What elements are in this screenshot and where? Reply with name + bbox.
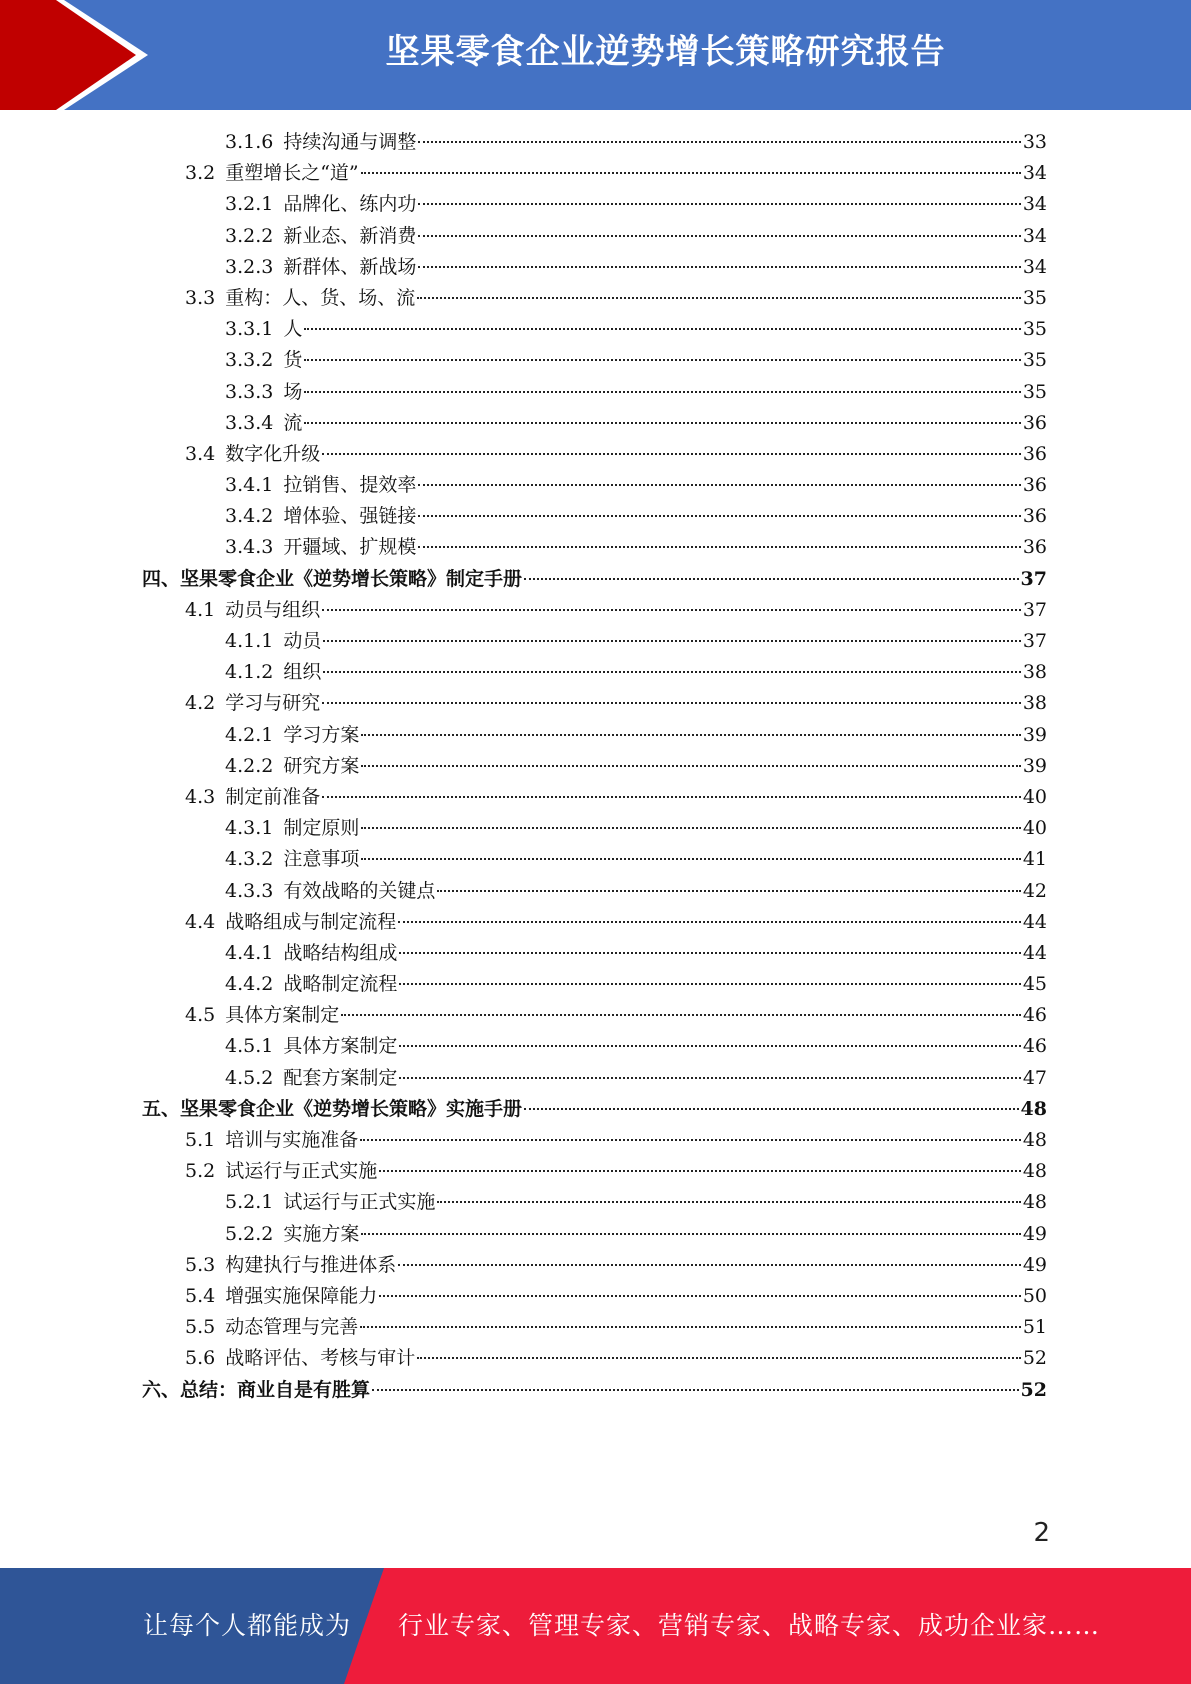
toc-entry-number: 六、	[142, 1378, 181, 1401]
toc-entry[interactable]	[0, 408, 1191, 439]
toc-entry-number: 4.2.1	[225, 723, 274, 746]
toc-entry[interactable]	[0, 751, 1191, 782]
toc-entry-page: 48	[1020, 1097, 1047, 1120]
toc-entry-title: 动员与组织	[225, 598, 321, 621]
toc-entry-title: 制定原则	[283, 817, 360, 840]
footer-slogan-right: 行业专家、管理专家、营销专家、战略专家、成功企业家……	[398, 1611, 1101, 1640]
toc-entry-number: 3.3.2	[225, 349, 274, 372]
toc-entry-number: 4.1.1	[225, 630, 274, 652]
toc-entry-number: 五、	[142, 1097, 181, 1120]
toc-entry-number: 4.4.1	[225, 941, 274, 964]
toc-entry-title: 重塑增长之“道”	[225, 162, 359, 185]
toc-dot-leader	[379, 1295, 1021, 1297]
toc-entry-line	[185, 1250, 1047, 1281]
toc-entry[interactable]	[0, 626, 1191, 657]
toc-entry-line	[225, 844, 1047, 875]
toc-entry-page: 39	[1022, 723, 1047, 746]
toc-dot-leader	[323, 671, 1020, 673]
toc-entry[interactable]	[0, 1250, 1191, 1281]
toc-entry-number: 5.6	[185, 1347, 216, 1370]
toc-entry-number: 3.3	[185, 286, 216, 309]
toc-entry[interactable]	[0, 1187, 1191, 1218]
toc-entry-title: 配套方案制定	[283, 1066, 398, 1089]
toc-entry-line	[225, 189, 1047, 220]
toc-entry-title: 拉销售、提效率	[283, 474, 417, 497]
toc-entry-line	[225, 345, 1047, 376]
toc-entry-page: 47	[1022, 1066, 1047, 1089]
toc-entry-page: 41	[1022, 848, 1047, 871]
toc-dot-leader	[361, 858, 1020, 860]
toc-entry-page: 49	[1022, 1253, 1047, 1276]
toc-dot-leader	[399, 952, 1020, 954]
toc-dot-leader	[418, 546, 1020, 548]
toc-entry[interactable]	[0, 1156, 1191, 1187]
toc-entry-line	[142, 1375, 1047, 1406]
toc-entry-line	[185, 158, 1047, 189]
toc-entry-number: 4.3.2	[225, 848, 274, 871]
toc-entry[interactable]	[0, 1000, 1191, 1031]
toc-entry[interactable]	[0, 782, 1191, 813]
toc-entry-number: 3.2.3	[225, 255, 274, 278]
toc-entry-number: 4.2.2	[225, 754, 274, 777]
toc-dot-leader	[437, 1201, 1020, 1203]
toc-entry-number: 4.3.1	[225, 817, 274, 840]
toc-dot-leader	[361, 1233, 1020, 1235]
toc-entry[interactable]	[0, 969, 1191, 1000]
toc-entry-page: 34	[1022, 193, 1047, 216]
toc-entry-page: 37	[1022, 598, 1047, 621]
toc-entry-number: 4.5	[185, 1004, 216, 1027]
toc-dot-leader	[304, 391, 1020, 393]
toc-entry-line	[185, 688, 1047, 719]
toc-entry-page: 37	[1020, 567, 1047, 590]
toc-entry-number: 5.5	[185, 1316, 216, 1339]
footer-slogan-left: 让每个人都能成为	[143, 1611, 352, 1640]
toc-entry-page: 40	[1022, 785, 1047, 808]
toc-entry-title: 学习方案	[283, 723, 360, 746]
toc-entry-number: 4.4.2	[225, 973, 274, 996]
toc-entry-number: 3.4.1	[225, 474, 274, 497]
toc-entry-title: 试运行与正式实施	[225, 1160, 378, 1183]
toc-dot-leader	[322, 796, 1021, 798]
toc-dot-leader	[418, 235, 1020, 237]
toc-entry-page: 35	[1022, 318, 1047, 341]
toc-entry[interactable]	[0, 595, 1191, 626]
toc-dot-leader	[418, 266, 1020, 268]
toc-entry-page: 48	[1022, 1160, 1047, 1183]
toc-entry-number: 5.1	[185, 1129, 216, 1151]
toc-entry-line	[225, 501, 1047, 532]
toc-entry-line	[225, 1031, 1047, 1062]
toc-entry-number: 3.3.3	[225, 380, 274, 403]
toc-entry-line	[185, 1281, 1047, 1312]
toc-entry-page: 48	[1022, 1129, 1047, 1151]
toc-entry-page: 39	[1022, 754, 1047, 777]
toc-entry[interactable]	[0, 532, 1191, 563]
toc-entry-title: 新群体、新战场	[283, 255, 417, 278]
toc-entry-page: 40	[1022, 817, 1047, 840]
toc-entry-page: 34	[1022, 255, 1047, 278]
toc-entry-title: 制定前准备	[225, 785, 321, 808]
toc-entry-line	[142, 1094, 1047, 1125]
toc-entry-line	[225, 626, 1047, 657]
toc-entry-page: 48	[1022, 1191, 1047, 1214]
toc-entry-title: 具体方案制定	[225, 1004, 340, 1027]
toc-entry-page: 52	[1022, 1347, 1047, 1370]
toc-entry-title: 战略结构组成	[283, 941, 398, 964]
toc-entry-line	[225, 969, 1047, 1000]
toc-entry-title: 坚果零食企业《逆势增长策略》制定手册	[180, 567, 523, 590]
toc-entry-number: 4.1	[185, 598, 216, 621]
toc-entry-line	[225, 532, 1047, 563]
toc-entry-line	[225, 1063, 1047, 1094]
toc-entry-page: 44	[1022, 910, 1047, 933]
toc-entry-page: 51	[1022, 1316, 1047, 1339]
toc-entry-title: 新业态、新消费	[283, 224, 417, 247]
toc-entry-title: 总结：商业自是有胜算	[180, 1378, 371, 1401]
toc-entry-number: 4.4	[185, 910, 216, 933]
toc-entry[interactable]	[0, 1312, 1191, 1343]
toc-entry-title: 增体验、强链接	[283, 505, 417, 528]
toc-entry-line	[225, 720, 1047, 751]
page-number: 2	[1033, 1518, 1050, 1548]
toc-entry-title: 具体方案制定	[283, 1035, 398, 1058]
toc-entry-page: 49	[1022, 1222, 1047, 1245]
toc-entry-line	[225, 657, 1047, 688]
header-banner	[0, 0, 1191, 110]
toc-entry-number: 3.4	[185, 442, 216, 465]
toc-dot-leader	[322, 453, 1021, 455]
toc-entry-page: 35	[1022, 349, 1047, 372]
toc-entry-line	[225, 1219, 1047, 1250]
toc-entry-line	[225, 377, 1047, 408]
toc-entry-title: 货	[283, 349, 303, 372]
toc-entry-line	[225, 938, 1047, 969]
toc-entry-number: 3.3.1	[225, 318, 274, 341]
toc-entry-page: 44	[1022, 941, 1047, 964]
toc-entry-line	[185, 1000, 1047, 1031]
toc-dot-leader	[361, 734, 1020, 736]
toc-entry-page: 36	[1022, 442, 1047, 465]
toc-entry-number: 5.2.2	[225, 1222, 274, 1245]
toc-entry-number: 3.2	[185, 162, 216, 185]
toc-entry[interactable]	[0, 813, 1191, 844]
toc-entry-number: 4.5.1	[225, 1035, 274, 1058]
toc-dot-leader	[379, 1170, 1021, 1172]
toc-entry-title: 战略制定流程	[283, 973, 398, 996]
toc-dot-leader	[304, 359, 1020, 361]
red-arrow-icon	[0, 0, 160, 110]
toc-dot-leader	[361, 765, 1020, 767]
toc-entry-title: 构建执行与推进体系	[225, 1253, 397, 1276]
toc-entry[interactable]	[0, 1125, 1191, 1156]
toc-dot-leader	[399, 983, 1020, 985]
toc-entry-line	[185, 782, 1047, 813]
toc-entry[interactable]	[0, 127, 1191, 158]
toc-entry-number: 5.2.1	[225, 1191, 274, 1214]
toc-entry-title: 动员	[283, 630, 322, 652]
toc-entry-number: 3.1.6	[225, 131, 274, 153]
toc-entry-title: 试运行与正式实施	[283, 1191, 436, 1214]
toc-entry[interactable]	[0, 844, 1191, 875]
toc-dot-leader	[398, 921, 1021, 923]
toc-entry-line	[225, 876, 1047, 907]
toc-entry-page: 36	[1022, 505, 1047, 528]
toc-entry[interactable]	[0, 938, 1191, 969]
toc-entry-line	[185, 1156, 1047, 1187]
toc-entry[interactable]	[0, 1375, 1191, 1406]
toc-entry-number: 4.5.2	[225, 1066, 274, 1089]
toc-entry[interactable]	[0, 1063, 1191, 1094]
toc-entry-page: 46	[1022, 1035, 1047, 1058]
toc-entry-title: 持续沟通与调整	[283, 131, 417, 153]
toc-entry-line	[225, 470, 1047, 501]
toc-entry-page: 35	[1022, 286, 1047, 309]
toc-entry-number: 4.3	[185, 785, 216, 808]
toc-entry-number: 4.3.3	[225, 879, 274, 902]
toc-dot-leader	[417, 297, 1021, 299]
toc-entry-title: 人	[283, 318, 303, 341]
toc-entry-number: 4.1.2	[225, 661, 274, 684]
toc-entry-page: 36	[1022, 411, 1047, 434]
toc-entry-number: 5.4	[185, 1284, 216, 1307]
report-title: 坚果零食企业逆势增长策略研究报告	[385, 32, 946, 72]
toc-entry[interactable]	[0, 345, 1191, 376]
toc-entry-number: 四、	[142, 567, 181, 590]
toc-dot-leader	[524, 578, 1019, 580]
toc-entry-title: 品牌化、练内功	[283, 193, 417, 216]
toc-entry[interactable]	[0, 501, 1191, 532]
footer-banner	[0, 1568, 1191, 1684]
toc-entry-page: 33	[1022, 131, 1047, 153]
toc-entry-title: 培训与实施准备	[225, 1129, 359, 1151]
toc-dot-leader	[361, 827, 1020, 829]
toc-dot-leader	[418, 203, 1020, 205]
toc-entry-line	[225, 813, 1047, 844]
toc-entry-title: 研究方案	[283, 754, 360, 777]
toc-dot-leader	[360, 1139, 1021, 1141]
toc-entry[interactable]	[0, 470, 1191, 501]
toc-entry-number: 5.2	[185, 1160, 216, 1183]
toc-entry[interactable]	[0, 221, 1191, 252]
toc-entry-title: 场	[283, 380, 303, 403]
toc-entry-line	[225, 314, 1047, 345]
toc-entry-title: 开疆域、扩规模	[283, 536, 417, 559]
toc-dot-leader	[372, 1389, 1019, 1391]
toc-entry-page: 37	[1022, 630, 1047, 652]
toc-entry-title: 有效战略的关键点	[283, 879, 436, 902]
toc-entry-title: 组织	[283, 661, 322, 684]
toc-entry[interactable]	[0, 1094, 1191, 1125]
toc-entry[interactable]	[0, 657, 1191, 688]
toc-dot-leader	[360, 1326, 1021, 1328]
toc-dot-leader	[399, 1077, 1020, 1079]
toc-entry-line	[185, 1312, 1047, 1343]
toc-entry-title: 数字化升级	[225, 442, 321, 465]
toc-dot-leader	[341, 1014, 1021, 1016]
toc-dot-leader	[323, 640, 1020, 642]
toc-entry-line	[185, 283, 1047, 314]
toc-entry[interactable]	[0, 564, 1191, 595]
toc-entry[interactable]	[0, 688, 1191, 719]
toc-entry[interactable]	[0, 439, 1191, 470]
toc-entry[interactable]	[0, 252, 1191, 283]
toc-entry-page: 34	[1022, 224, 1047, 247]
toc-entry[interactable]	[0, 314, 1191, 345]
toc-dot-leader	[361, 172, 1021, 174]
toc-entry-title: 战略评估、考核与审计	[225, 1347, 416, 1370]
toc-entry[interactable]	[0, 876, 1191, 907]
toc-dot-leader	[398, 1264, 1021, 1266]
toc-entry[interactable]	[0, 907, 1191, 938]
toc-dot-leader	[418, 141, 1020, 143]
toc-dot-leader	[524, 1108, 1019, 1110]
toc-entry-title: 增强实施保障能力	[225, 1284, 378, 1307]
toc-entry-page: 36	[1022, 474, 1047, 497]
toc-entry-page: 38	[1022, 661, 1047, 684]
toc-entry-line	[225, 408, 1047, 439]
toc-entry-number: 4.2	[185, 692, 216, 715]
toc-entry-line	[185, 907, 1047, 938]
toc-entry-line	[185, 1343, 1047, 1374]
toc-entry[interactable]	[0, 720, 1191, 751]
toc-entry-page: 34	[1022, 162, 1047, 185]
toc-dot-leader	[322, 702, 1021, 704]
toc-entry-title: 学习与研究	[225, 692, 321, 715]
toc-entry-line	[142, 564, 1047, 595]
table-of-contents	[0, 127, 1191, 1406]
toc-entry-title: 重构：人、货、场、流	[225, 286, 416, 309]
toc-entry[interactable]	[0, 377, 1191, 408]
toc-entry-title: 流	[283, 411, 303, 434]
toc-entry[interactable]	[0, 1281, 1191, 1312]
toc-dot-leader	[417, 1357, 1021, 1359]
toc-entry-title: 实施方案	[283, 1222, 360, 1245]
toc-entry-page: 42	[1022, 879, 1047, 902]
toc-entry-number: 3.3.4	[225, 411, 274, 434]
toc-entry[interactable]	[0, 1343, 1191, 1374]
toc-entry-line	[225, 1187, 1047, 1218]
toc-dot-leader	[437, 890, 1020, 892]
toc-entry-title: 战略组成与制定流程	[225, 910, 397, 933]
toc-entry-line	[225, 751, 1047, 782]
toc-dot-leader	[399, 1045, 1020, 1047]
toc-entry-page: 35	[1022, 380, 1047, 403]
toc-entry-line	[225, 252, 1047, 283]
toc-entry-number: 3.4.2	[225, 505, 274, 528]
toc-entry-page: 36	[1022, 536, 1047, 559]
toc-dot-leader	[418, 484, 1020, 486]
toc-entry-page: 46	[1022, 1004, 1047, 1027]
toc-entry-line	[185, 1125, 1047, 1156]
toc-entry-line	[185, 439, 1047, 470]
toc-entry-number: 3.2.2	[225, 224, 274, 247]
toc-entry-number: 3.4.3	[225, 536, 274, 559]
toc-entry-number: 5.3	[185, 1253, 216, 1276]
toc-entry-page: 52	[1020, 1378, 1047, 1401]
toc-entry-title: 动态管理与完善	[225, 1316, 359, 1339]
toc-entry-title: 注意事项	[283, 848, 360, 871]
toc-entry-line	[185, 595, 1047, 626]
toc-entry[interactable]	[0, 189, 1191, 220]
toc-entry-page: 50	[1022, 1284, 1047, 1307]
toc-entry-number: 3.2.1	[225, 193, 274, 216]
toc-dot-leader	[418, 515, 1020, 517]
toc-dot-leader	[304, 422, 1020, 424]
toc-entry-line	[225, 127, 1047, 158]
toc-entry-page: 45	[1022, 973, 1047, 996]
toc-entry[interactable]	[0, 283, 1191, 314]
toc-entry-page: 38	[1022, 692, 1047, 715]
toc-entry[interactable]	[0, 158, 1191, 189]
toc-entry-line	[225, 221, 1047, 252]
toc-entry[interactable]	[0, 1031, 1191, 1062]
toc-dot-leader	[304, 328, 1020, 330]
toc-entry[interactable]	[0, 1219, 1191, 1250]
toc-dot-leader	[322, 609, 1021, 611]
toc-entry-title: 坚果零食企业《逆势增长策略》实施手册	[180, 1097, 523, 1120]
